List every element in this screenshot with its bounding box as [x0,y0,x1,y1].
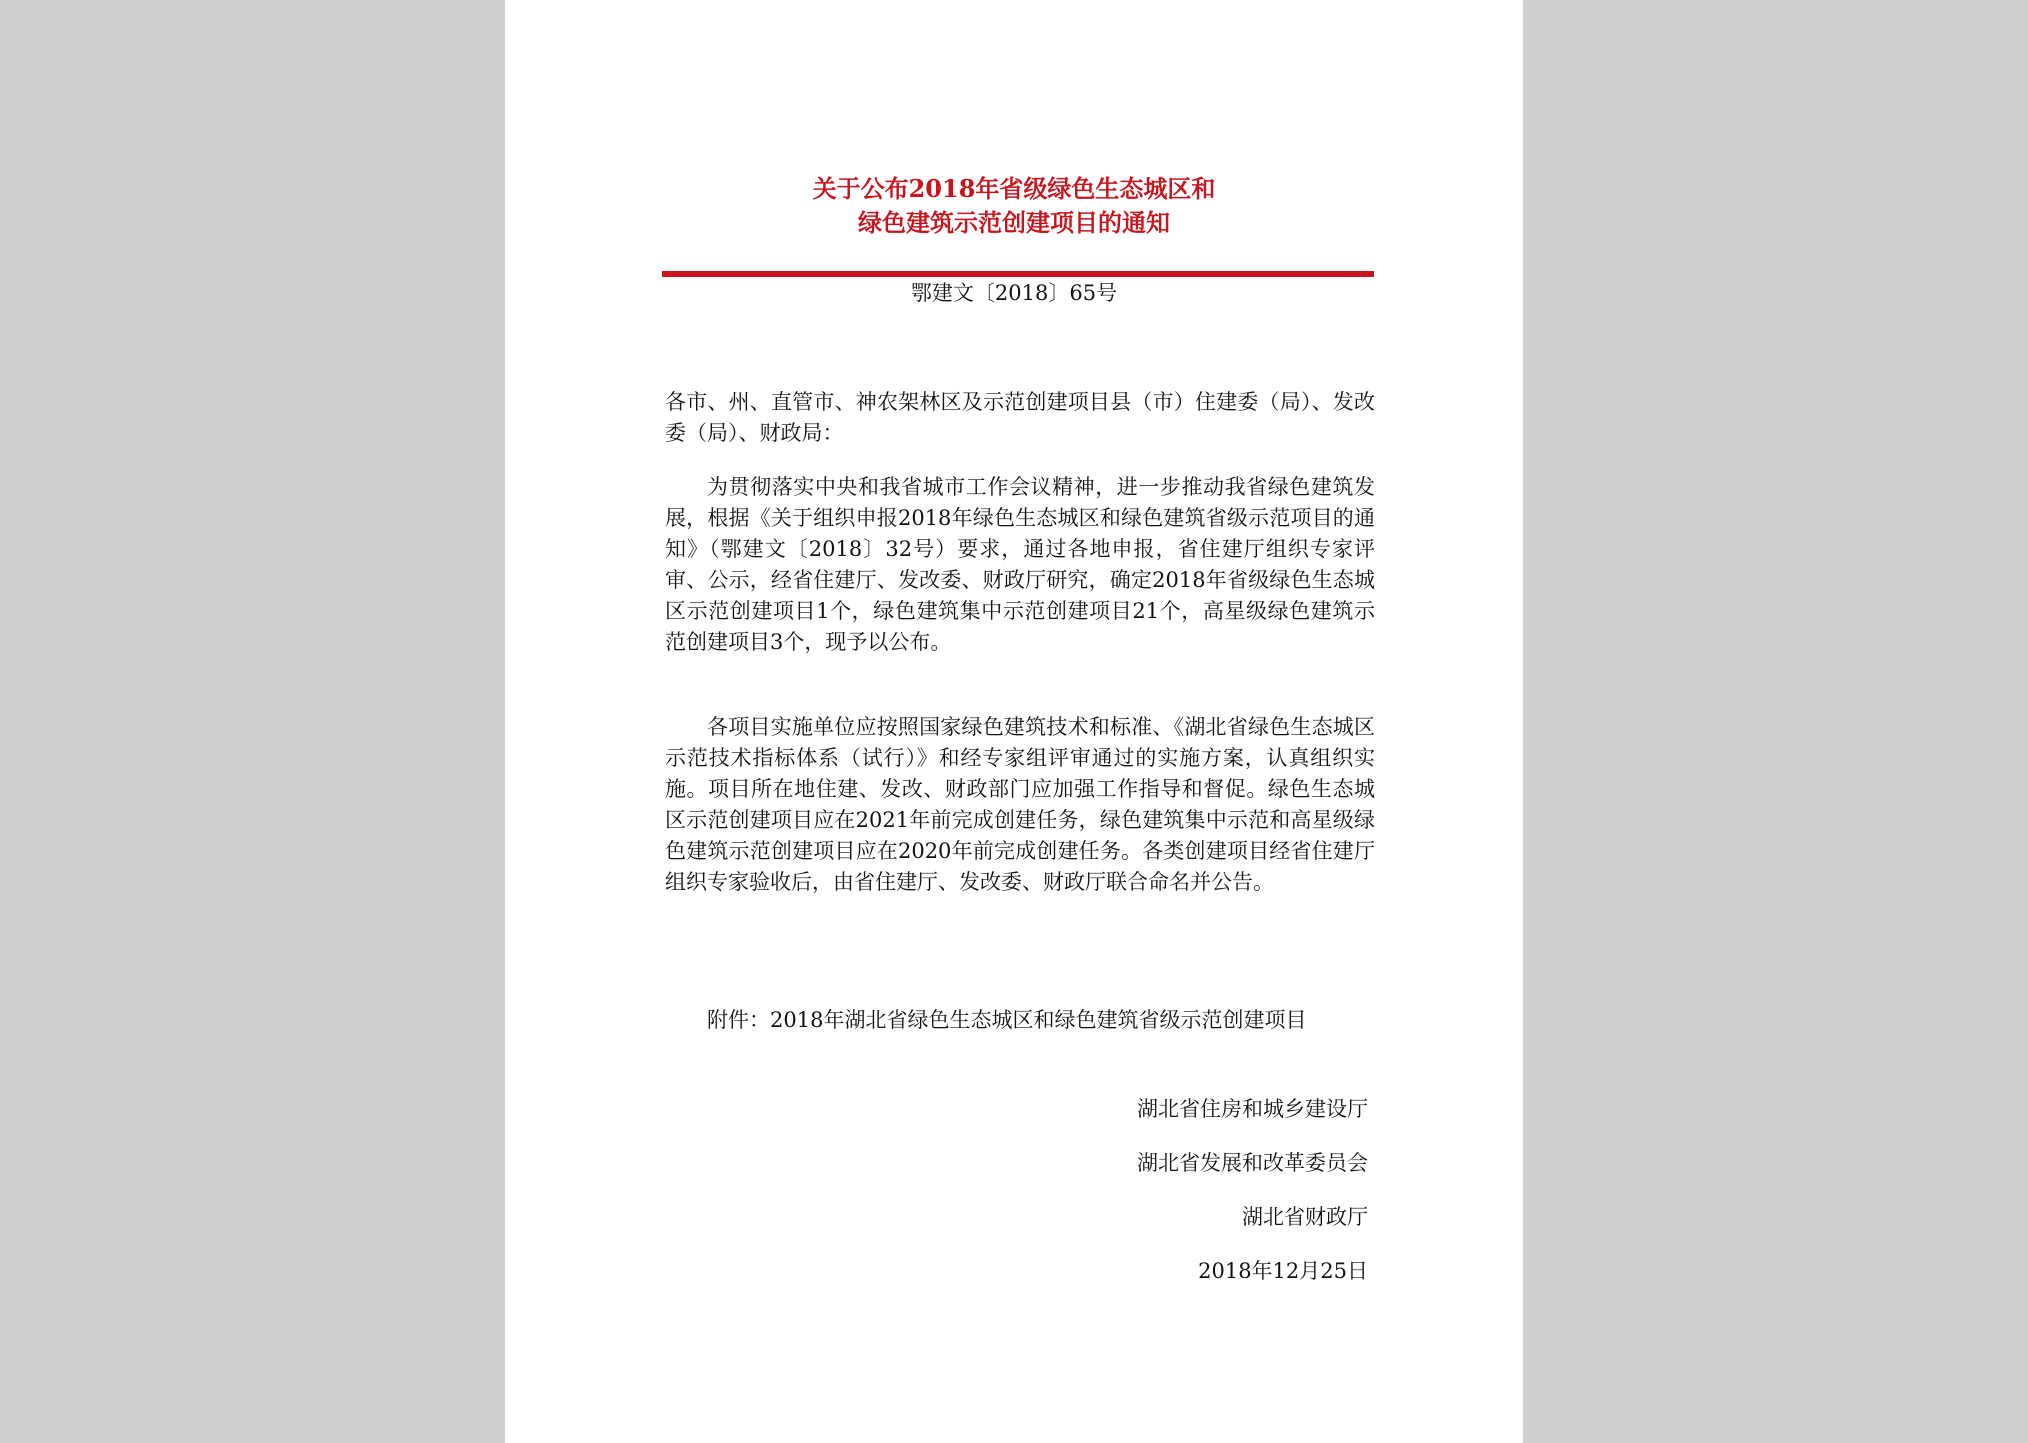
issue-date: 2018年12月25日 [1198,1259,1368,1283]
signatory-housing-dept: 湖北省住房和城乡建设厅 [1137,1097,1368,1121]
body-paragraph-1: 为贯彻落实中央和我省城市工作会议精神，进一步推动我省绿色建筑发展，根据《关于组织申报2018年绿色生态城区和绿色建筑省级示范项目的通知》（鄂建文〔2018〕32号）要求，通过各地申报，省住建厅组织专家评审、公示，经省住建厅、发改委、财政厅研究，确定2018年省级绿色生态城区示范创建项目1个，绿色建筑集中示范创建项目21个，高星级绿色建筑示范创建项目3个，现予以公布。 [665,475,1375,654]
signatory-finance-dept: 湖北省财政厅 [1242,1205,1368,1229]
document-page [505,0,1523,1443]
document-number: 鄂建文〔2018〕65号 [910,281,1118,305]
document-title-line1: 关于公布2018年省级绿色生态城区和 [812,174,1216,203]
document-title-line2: 绿色建筑示范创建项目的通知 [858,208,1170,237]
red-header-rule [662,271,1374,277]
addressee: 各市、州、直管市、神农架林区及示范创建项目县（市）住建委（局）、发改委（局）、财政局： [665,390,1375,445]
body-paragraph-2: 各项目实施单位应按照国家绿色建筑技术和标准、《湖北省绿色生态城区示范技术指标体系（试行）》和经专家组评审通过的实施方案，认真组织实施。项目所在地住建、发改、财政部门应加强工作指导和督促。绿色生态城区示范创建项目应在2021年前完成创建任务，绿色建筑集中示范和高星级绿色建筑示范创建项目应在2020年前完成创建任务。各类创建项目经省住建厅组织专家验收后，由省住建厅、发改委、财政厅联合命名并公告。 [665,715,1375,894]
attachment-note: 附件：2018年湖北省绿色生态城区和绿色建筑省级示范创建项目 [707,1008,1307,1032]
signatory-development-commission: 湖北省发展和改革委员会 [1137,1151,1368,1175]
